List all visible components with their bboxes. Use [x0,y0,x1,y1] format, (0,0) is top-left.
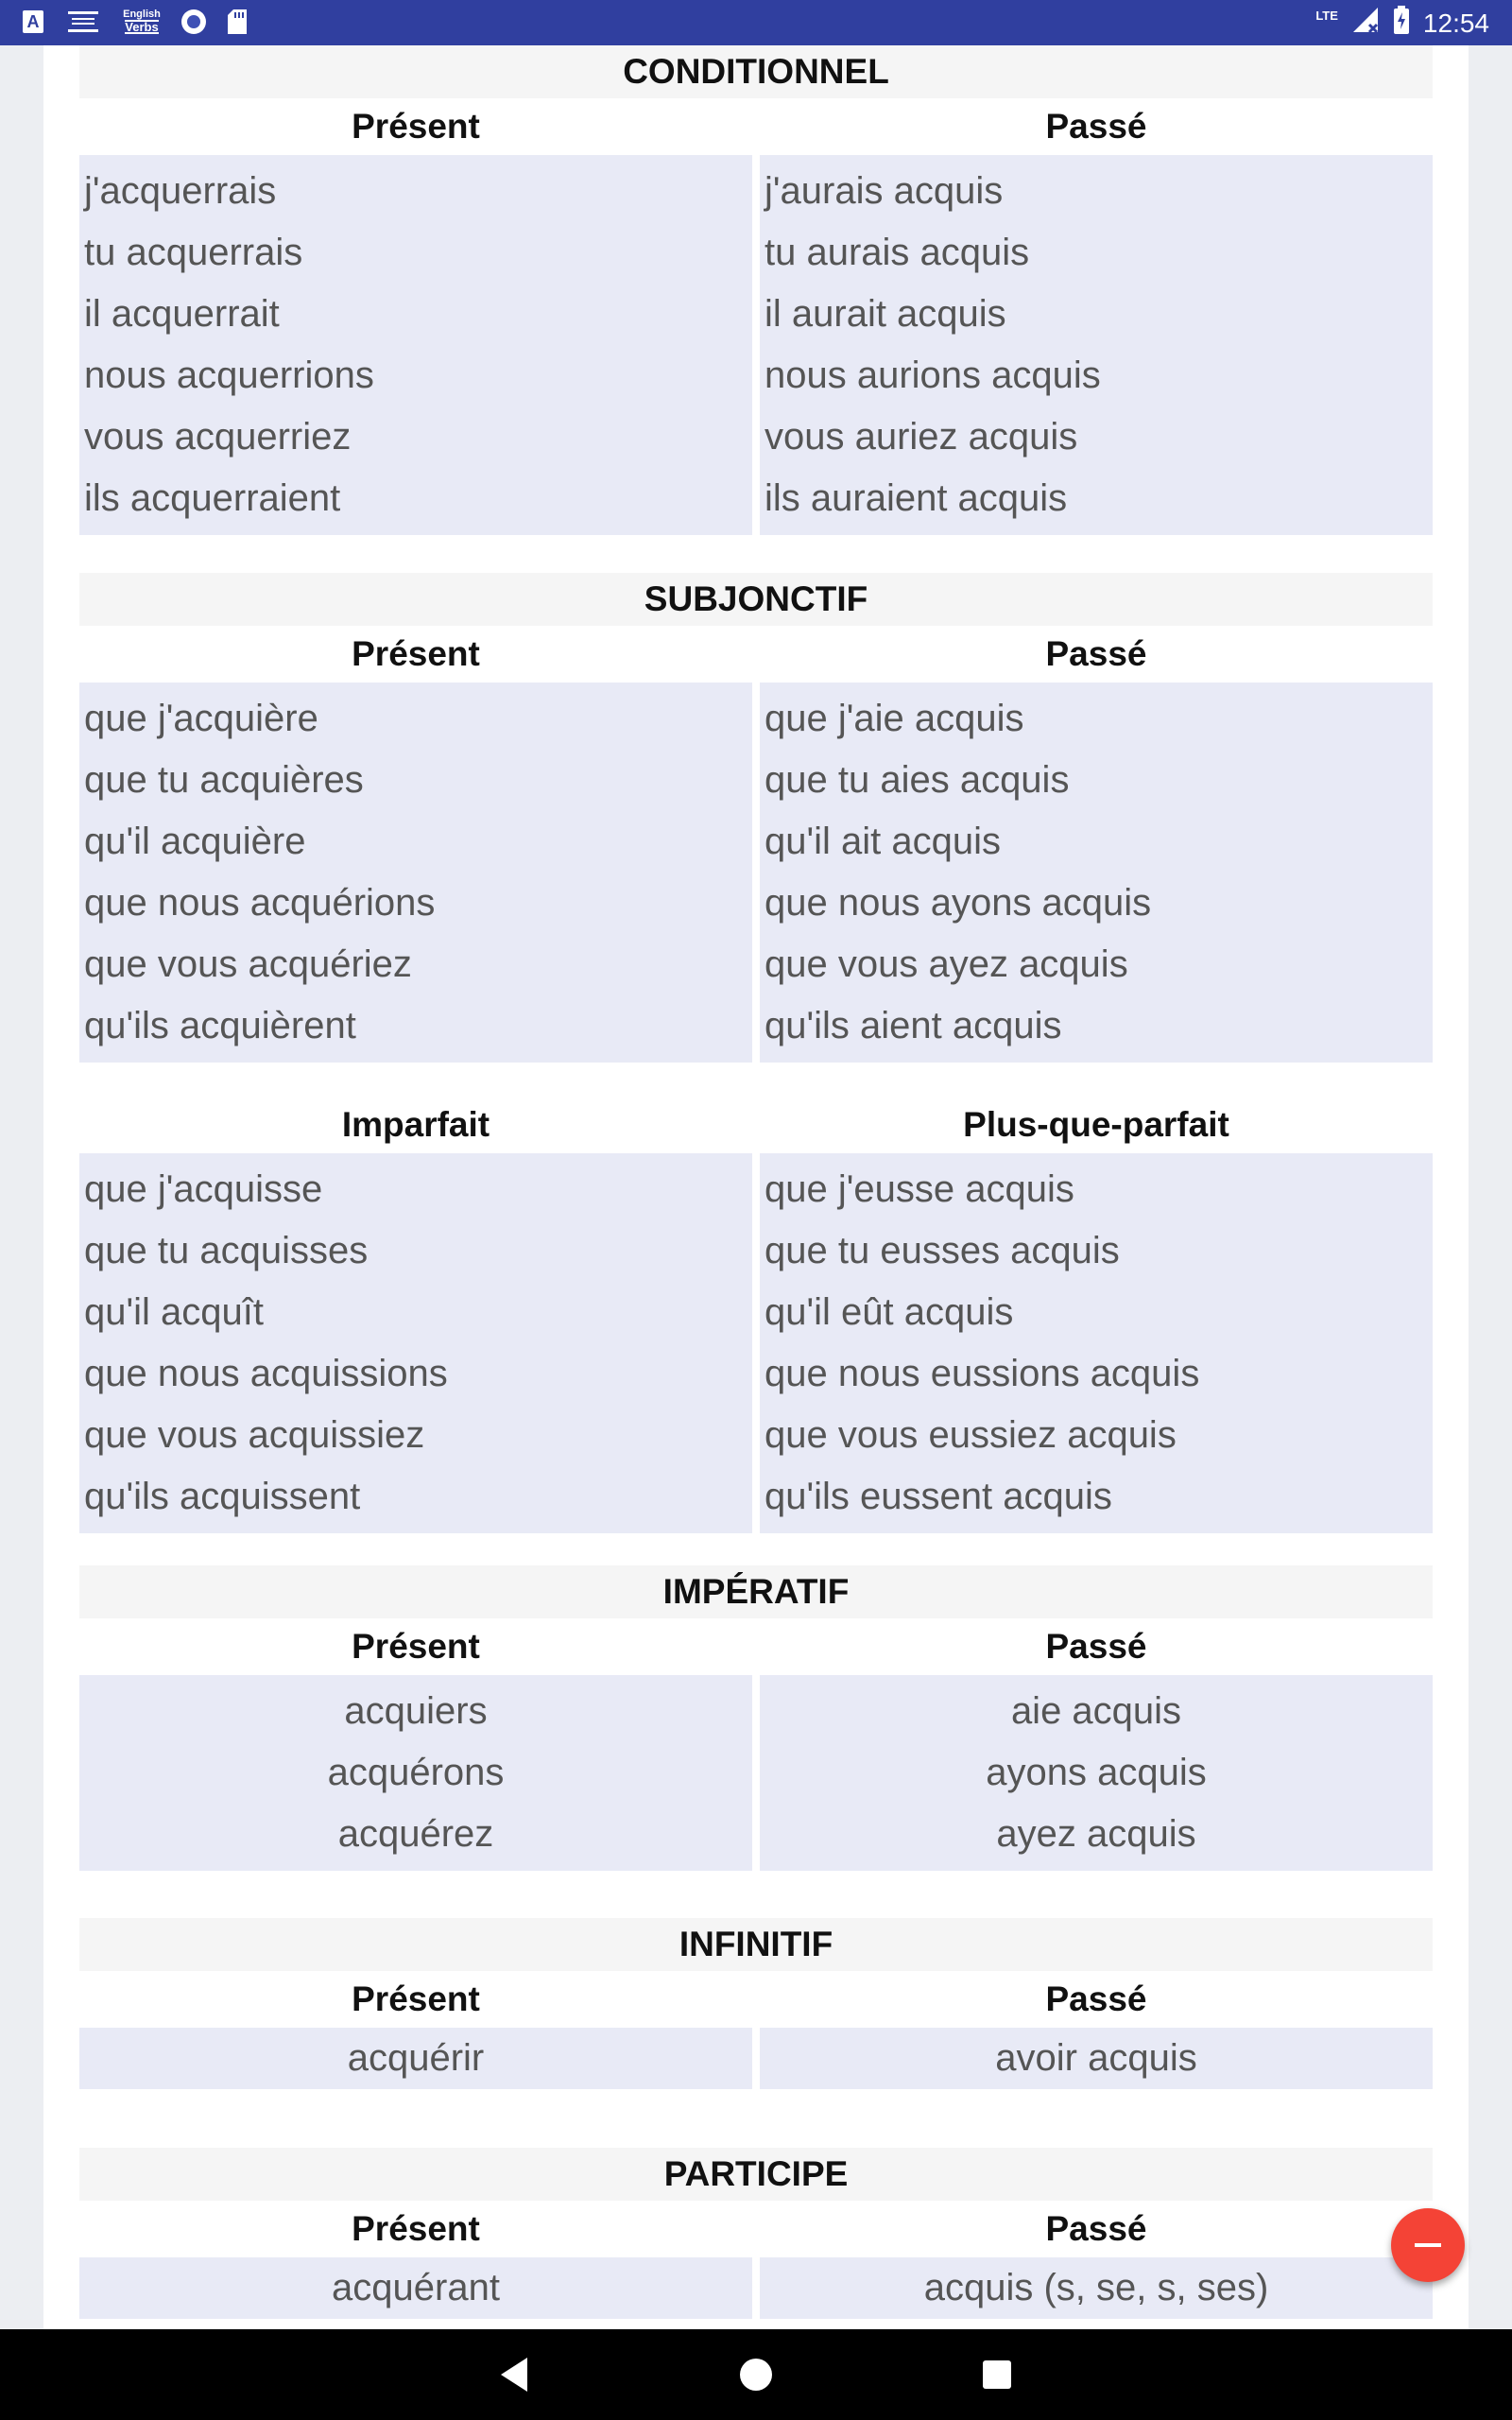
section-title: PARTICIPE [79,2148,1433,2201]
battery-charging-icon [1393,6,1410,41]
section-imperatif [79,1565,1433,1871]
status-notification-icons [23,8,248,36]
home-circle-icon[interactable] [740,2359,772,2391]
section-title: SUBJONCTIF [79,573,1433,626]
conjugation-row: vous auriez acquis [765,416,1078,458]
minus-icon [1415,2243,1441,2247]
clock: 12:54 [1422,8,1489,38]
tense-heading: Passé [1045,634,1147,673]
conjugation-row: ils acquerraient [84,477,341,519]
conjugation-row: qu'il ait acquis [765,821,1001,862]
tense-column-passe [760,2201,1433,2319]
tense-heading: Passé [1045,1627,1147,1666]
conjugation-row: ayez acquis [996,1813,1196,1855]
translate-app-icon: A [23,10,43,33]
conjugation-row: tu aurais acquis [765,232,1030,273]
navigation-bar [0,2329,1512,2420]
conjugation-row: ayons acquis [986,1752,1207,1793]
tense-column-present [79,2201,752,2319]
conjugation-row: qu'il acquît [84,1291,264,1333]
conjugation-row: acquérez [337,1813,494,1855]
conjugation-row: qu'il eût acquis [765,1291,1014,1333]
conjugation-row: que tu eusses acquis [765,1230,1120,1271]
conjugation-row: acquérons [327,1752,505,1793]
section-infinitif [79,1918,1433,2089]
tense-column-present [79,98,752,535]
network-type: LTE [1315,9,1338,23]
conjugation-row: acquérant [332,2267,500,2308]
tense-heading: Passé [1045,2209,1147,2248]
tense-heading: Plus-que-parfait [963,1105,1229,1144]
conjugation-row: que nous acquérions [84,882,436,924]
conjugation-row: qu'il acquière [84,821,306,862]
section-subjonctif [79,573,1433,1533]
section-title: IMPÉRATIF [79,1565,1433,1618]
conjugation-row: que j'aie acquis [765,698,1024,739]
conjugation-row: vous acquerriez [84,416,352,458]
conjugation-row: que tu acquisses [84,1230,369,1271]
conjugation-row: que nous eussions acquis [765,1353,1200,1394]
conjugation-content[interactable] [43,45,1469,2329]
status-bar [0,0,1512,45]
back-triangle-icon[interactable] [501,2358,527,2392]
conjugation-row: acquérir [347,2037,485,2079]
conjugation-row: que j'eusse acquis [765,1168,1074,1210]
tense-heading: Présent [352,634,480,673]
conjugation-row: que vous ayez acquis [765,943,1128,985]
conjugation-row: nous acquerrions [84,354,374,396]
tense-column-plus-que-parfait [760,1097,1433,1533]
tense-column-present [79,1618,752,1871]
tense-column-passe [760,626,1433,1063]
section-conditionnel [79,45,1433,535]
conjugation-row: j'aurais acquis [765,170,1004,212]
tense-column-passe [760,1971,1433,2089]
conjugation-row: que tu aies acquis [765,759,1070,801]
tense-column-present [79,626,752,1063]
tense-column-imparfait [79,1097,752,1533]
conjugaison-francaise-icon [64,9,102,35]
sd-card-icon [227,9,248,35]
conjugation-row: nous aurions acquis [765,354,1101,396]
conjugation-row: j'acquerrais [84,170,277,212]
tense-heading: Passé [1045,107,1147,146]
conjugation-row: acquiers [344,1690,488,1732]
conjugation-row: que vous acquériez [84,943,412,985]
conjugation-row: il acquerrait [84,293,280,335]
conjugation-row: que vous acquissiez [84,1414,425,1456]
conjugation-row: que tu acquières [84,759,364,801]
conjugation-row: que vous eussiez acquis [765,1414,1177,1456]
tense-column-passe [760,1618,1433,1871]
section-title: INFINITIF [79,1918,1433,1971]
section-participe [79,2148,1433,2319]
conjugation-row: que j'acquière [84,698,318,739]
tense-heading: Présent [352,107,480,146]
english-verbs-icon: English Verbs [123,9,161,34]
conjugation-row: acquis (s, se, s, ses) [923,2267,1269,2308]
recent-apps-square-icon[interactable] [983,2360,1011,2389]
conjugation-row: que j'acquisse [84,1168,323,1210]
conjugation-row: qu'ils aient acquis [765,1005,1062,1046]
tense-column-present [79,1971,752,2089]
zoom-out-fab-button[interactable] [1391,2208,1465,2282]
conjugation-row: avoir acquis [995,2037,1197,2079]
signal-icon [1351,6,1380,41]
tense-heading: Imparfait [341,1105,490,1144]
conjugation-row: tu acquerrais [84,232,303,273]
conjugation-row: aie acquis [1010,1690,1182,1732]
tense-column-passe [760,98,1433,535]
conjugation-row: que nous acquissions [84,1353,448,1394]
conjugation-row: il aurait acquis [765,293,1006,335]
conjugation-row: qu'ils acquissent [84,1476,361,1517]
tense-heading: Passé [1045,1979,1147,2018]
tense-heading: Présent [352,1627,480,1666]
conjugation-row: qu'ils eussent acquis [765,1476,1112,1517]
tense-heading: Présent [352,2209,480,2248]
conjugation-row: qu'ils acquièrent [84,1005,356,1046]
conjugation-row: ils auraient acquis [765,477,1068,519]
status-system-icons [1315,6,1489,41]
section-title: CONDITIONNEL [79,45,1433,98]
record-circle-icon [181,9,206,34]
conjugation-row: que nous ayons acquis [765,882,1152,924]
tense-heading: Présent [352,1979,480,2018]
